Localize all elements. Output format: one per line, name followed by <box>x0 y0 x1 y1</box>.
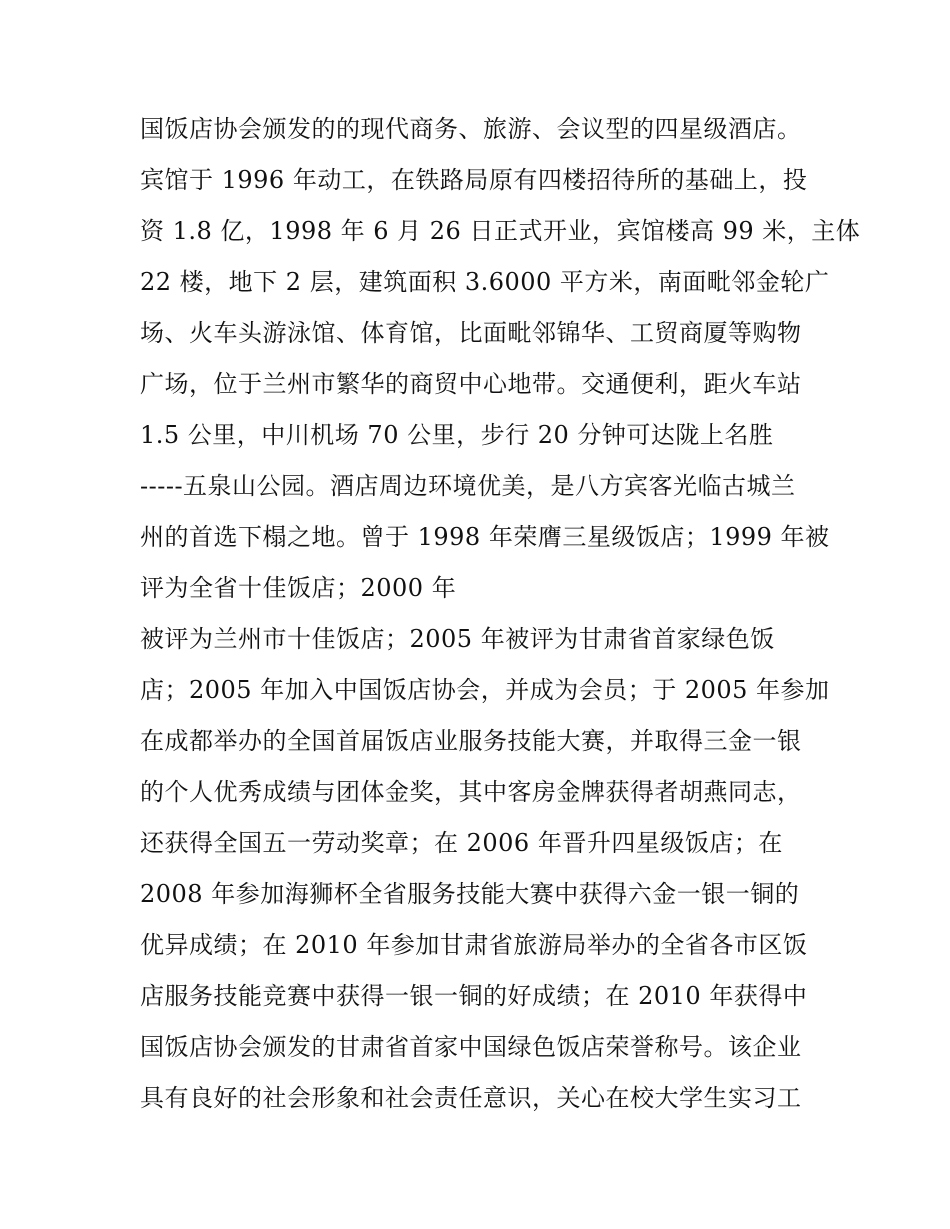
text-line: 店；2005 年加入中国饭店协会，并成为会员；于 2005 年参加 <box>140 676 830 704</box>
text-line: 的个人优秀成绩与团体金奖，其中客房金牌获得者胡燕同志， <box>140 778 802 806</box>
text-line: 评为全省十佳饭店；2000 年 <box>140 574 457 602</box>
text-line: 还获得全国五一劳动奖章；在 2006 年晋升四星级饭店；在 <box>140 829 783 857</box>
text-line: 优异成绩；在 2010 年参加甘肃省旅游局举办的全省各市区饭 <box>140 931 808 959</box>
text-line: 2008 年参加海狮杯全省服务技能大赛中获得六金一银一铜的 <box>140 880 800 908</box>
text-line: 店服务技能竞赛中获得一银一铜的好成绩；在 2010 年获得中 <box>140 982 808 1010</box>
text-line: 22 楼，地下 2 层，建筑面积 3.6000 平方米，南面毗邻金轮广 <box>140 268 830 296</box>
text-line: 场、火车头游泳馆、体育馆，比面毗邻锦华、工贸商厦等购物 <box>140 319 802 347</box>
text-line: 国饭店协会颁发的的现代商务、旅游、会议型的四星级酒店。 <box>140 115 802 143</box>
text-line: 资 1.8 亿，1998 年 6 月 26 日正式开业，宾馆楼高 99 米，主体 <box>140 217 861 245</box>
text-line: 国饭店协会颁发的甘肃省首家中国绿色饭店荣誉称号。该企业 <box>140 1033 802 1061</box>
text-line: -----五泉山公园。酒店周边环境优美，是八方宾客光临古城兰 <box>140 472 796 500</box>
text-line: 州的首选下榻之地。曾于 1998 年荣膺三星级饭店；1999 年被 <box>140 523 830 551</box>
text-line: 被评为兰州市十佳饭店；2005 年被评为甘肃省首家绿色饭 <box>140 625 775 653</box>
text-line: 1.5 公里，中川机场 70 公里，步行 20 分钟可达陇上名胜 <box>140 421 774 449</box>
text-line: 宾馆于 1996 年动工，在铁路局原有四楼招待所的基础上，投 <box>140 166 808 194</box>
text-line: 具有良好的社会形象和社会责任意识，关心在校大学生实习工 <box>140 1084 802 1112</box>
text-line: 在成都举办的全国首届饭店业服务技能大赛，并取得三金一银 <box>140 727 802 755</box>
text-line: 广场，位于兰州市繁华的商贸中心地带。交通便利，距火车站 <box>140 370 802 398</box>
body-paragraph <box>140 104 861 1124</box>
